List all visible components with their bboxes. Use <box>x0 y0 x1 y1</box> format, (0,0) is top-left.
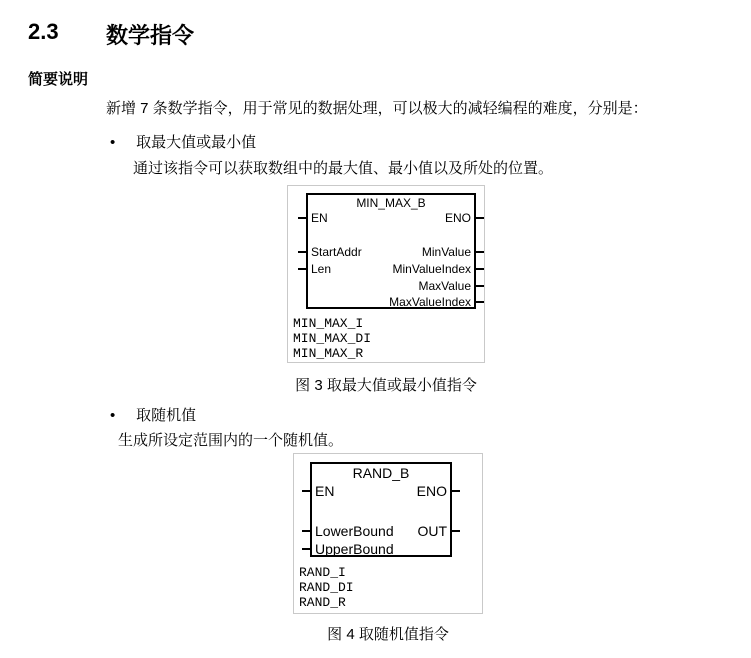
pin-stub-icon <box>476 251 484 253</box>
variant-item: RAND_R <box>299 595 346 610</box>
figure-rand-frame <box>293 453 483 614</box>
pin-stub-icon <box>302 530 310 532</box>
output-pin-maxvalueindex <box>389 295 471 309</box>
pin-stub-icon <box>298 251 306 253</box>
output-pin-eno <box>445 211 471 225</box>
pin-stub-icon <box>476 268 484 270</box>
pin-stub-icon <box>452 530 460 532</box>
input-pin-label: StartAddr <box>311 245 362 259</box>
variant-list-minmax <box>293 316 371 361</box>
input-pin-label: LowerBound <box>315 523 394 539</box>
output-pin-label: MaxValue <box>418 279 471 293</box>
input-pin-label: Len <box>311 262 332 276</box>
input-pin-startaddr <box>311 245 362 259</box>
input-pin-label: EN <box>315 483 335 499</box>
pin-stub-icon <box>302 490 310 492</box>
function-block-rand <box>310 462 452 557</box>
output-pin-minvalue <box>422 245 471 259</box>
input-pin-len <box>311 262 331 276</box>
subheading: 简要说明 <box>28 71 89 88</box>
bullet-item-minmax <box>110 131 256 152</box>
variant-item: RAND_I <box>299 565 346 580</box>
variant-item: MIN_MAX_R <box>293 346 364 361</box>
variant-item: MIN_MAX_I <box>293 316 364 331</box>
pin-stub-icon <box>302 548 310 550</box>
bullet-description: 生成所设定范围内的一个随机值。 <box>118 432 344 449</box>
input-pin-en <box>315 483 334 499</box>
variant-list-rand <box>299 565 354 610</box>
output-pin-label: MaxValueIndex <box>389 295 471 309</box>
input-pin-en <box>311 211 328 225</box>
pin-stub-icon <box>298 268 306 270</box>
figure-minmax-frame <box>287 185 485 363</box>
variant-item: RAND_DI <box>299 580 354 595</box>
pin-stub-icon <box>476 285 484 287</box>
input-pin-label: UpperBound <box>315 541 394 557</box>
output-pin-label: MinValueIndex <box>392 262 471 276</box>
input-pin-lowerbound <box>315 523 394 539</box>
bullet-marker-icon: • <box>110 407 116 424</box>
output-pin-label: ENO <box>416 483 447 499</box>
page-title: 数学指令 <box>106 23 195 48</box>
intro-paragraph: 新增 7 条数学指令，用于常见的数据处理，可以极大的减轻编程的难度，分别是： <box>106 100 648 117</box>
bullet-description: 通过该指令可以获取数组中的最大值、最小值以及所处的位置。 <box>133 160 554 177</box>
output-pin-label: MinValue <box>421 245 471 259</box>
function-block-minmax <box>306 193 476 309</box>
output-pin-label: ENO <box>444 211 471 225</box>
output-pin-out <box>417 523 447 539</box>
output-pin-eno <box>417 483 447 499</box>
output-pin-label: OUT <box>417 523 447 539</box>
bullet-label: 取随机值 <box>136 407 197 424</box>
pin-stub-icon <box>298 217 306 219</box>
pin-stub-icon <box>452 490 460 492</box>
variant-item: MIN_MAX_DI <box>293 331 372 346</box>
section-number: 2.3 <box>28 19 59 44</box>
bullet-marker-icon: • <box>110 134 116 151</box>
pin-stub-icon <box>476 217 484 219</box>
output-pin-maxvalue <box>419 279 471 293</box>
input-pin-label: EN <box>311 211 328 225</box>
bullet-item-rand <box>110 404 196 425</box>
output-pin-minvalueindex <box>393 262 472 276</box>
block-title: RAND_B <box>352 465 410 481</box>
bullet-label: 取最大值或最小值 <box>136 134 257 151</box>
pin-stub-icon <box>476 301 484 303</box>
block-title: MIN_MAX_B <box>356 196 426 210</box>
input-pin-upperbound <box>315 541 394 557</box>
figure-caption-minmax: 图 3 取最大值或最小值指令 <box>295 377 477 394</box>
figure-caption-rand: 图 4 取随机值指令 <box>327 626 449 643</box>
